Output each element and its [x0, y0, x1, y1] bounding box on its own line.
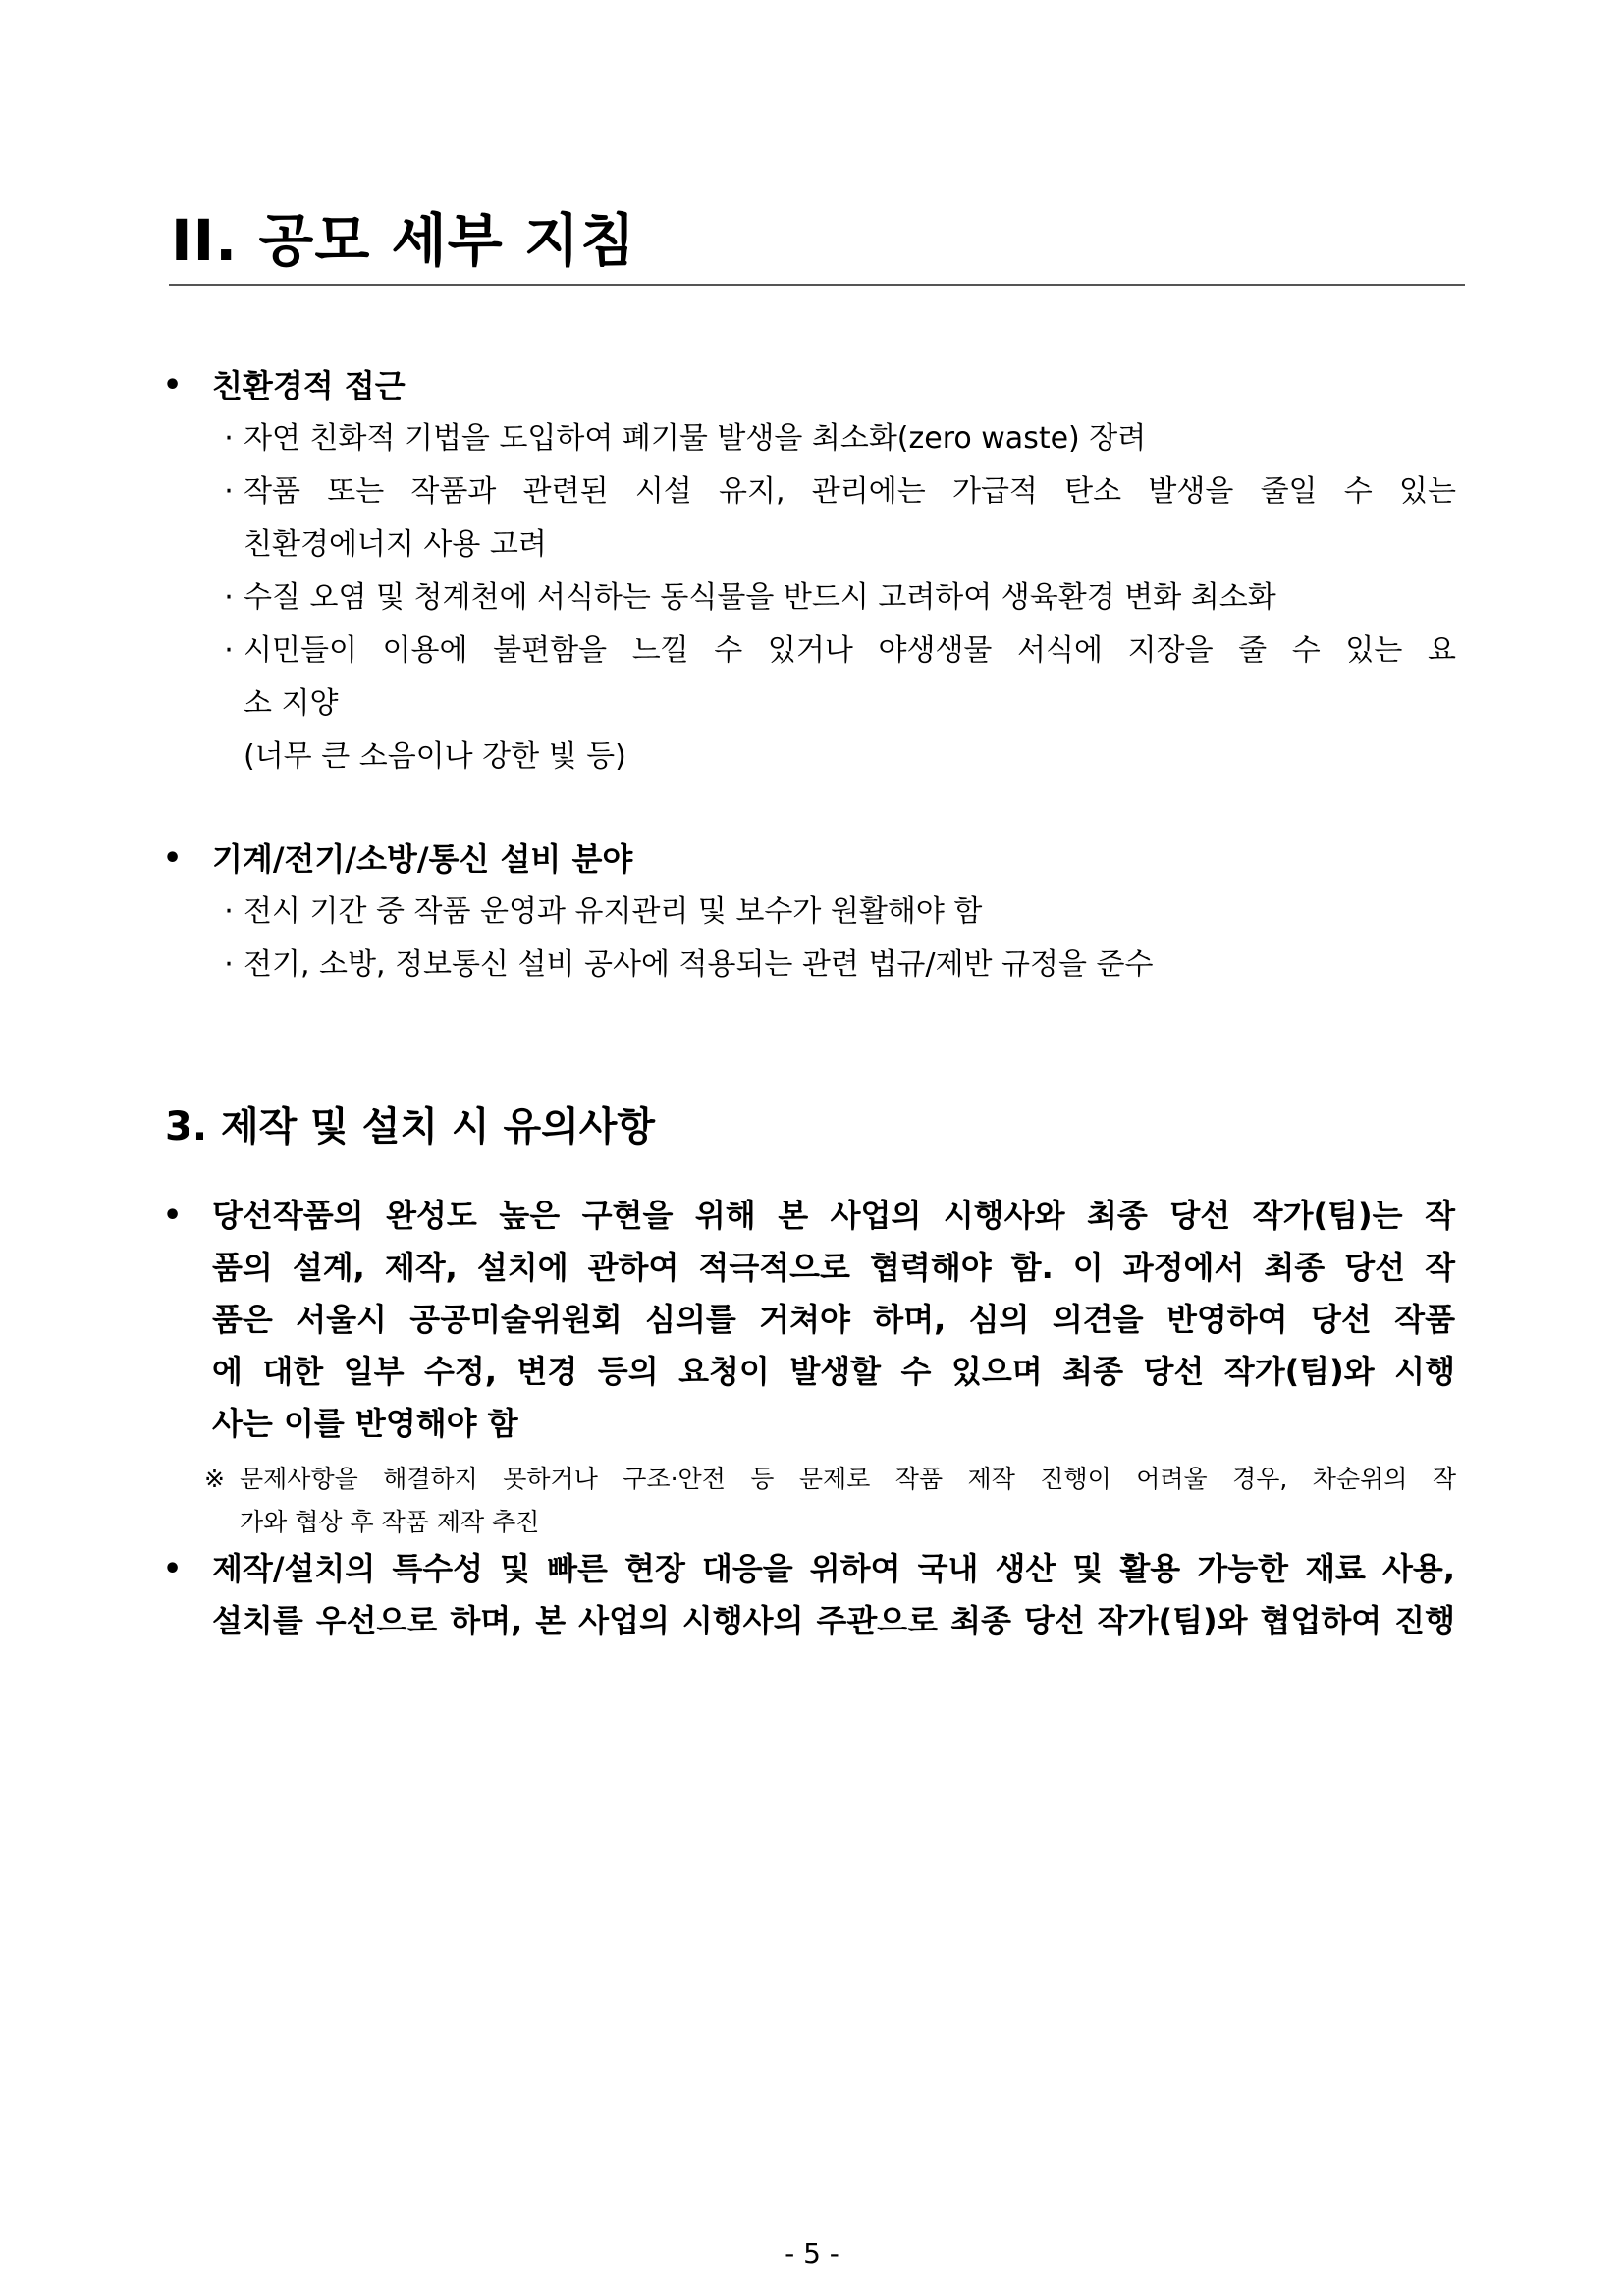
- bullet-heading-text: 친환경적 접근: [212, 367, 406, 404]
- reference-mark-icon: ※: [204, 1465, 225, 1493]
- bullet-heading-eco: [0, 359, 1624, 412]
- page-number: - 5 -: [785, 2237, 839, 2269]
- bullet-icon: •: [163, 1199, 183, 1233]
- bullet-heading-text: 기계/전기/소방/통신 설비 분야: [212, 840, 633, 878]
- list-item-text: 작품 또는 작품과 관련된 시설 유지, 관리에는 가급적 탄소 발생을 줄일 수 있는: [244, 474, 1456, 508]
- page-title: II. 공모 세부 지침: [171, 207, 636, 274]
- paragraph-body: [212, 1190, 1455, 1450]
- sub-bullet-icon: ·: [224, 580, 234, 614]
- paragraph-line: 품은 서울시 공공미술위원회 심의를 거쳐야 하며, 심의 의견을 반영하여 당선 작품: [212, 1301, 1455, 1338]
- list-item-text: 전기, 소방, 정보통신 설비 공사에 적용되는 관련 법규/제반 규정을 준수: [244, 947, 1154, 982]
- note-line: 문제사항을 해결하지 못하거나 구조·안전 등 문제로 작품 제작 진행이 어려울 경우, 차순위의 작: [240, 1465, 1456, 1493]
- sub-bullet-icon: ·: [224, 894, 234, 929]
- list-item-text: 수질 오염 및 청계천에 서식하는 동식물을 반드시 고려하여 생육환경 변화 최소화: [244, 580, 1276, 614]
- paragraph-body: [212, 1543, 1455, 1647]
- list-item: [214, 624, 1456, 783]
- list-item: [214, 571, 1456, 624]
- sub-bullet-icon: ·: [224, 947, 234, 982]
- list-item: [214, 465, 1456, 571]
- paragraph-line: 에 대한 일부 수정, 변경 등의 요청이 발생할 수 있으며 최종 당선 작가(팀)와 시행: [212, 1353, 1455, 1390]
- paragraph-line: 당선작품의 완성도 높은 구현을 위해 본 사업의 시행사와 최종 당선 작가(팀)는 작: [212, 1197, 1455, 1234]
- list-item: [214, 885, 1456, 938]
- sub-bullet-icon: ·: [224, 421, 234, 455]
- bullet-icon: •: [163, 841, 183, 876]
- paragraph-line: 사는 이를 반영해야 함: [212, 1405, 518, 1442]
- list-item-text: 시민들이 이용에 불편함을 느낄 수 있거나 야생생물 서식에 지장을 줄 수 있는 요: [244, 633, 1456, 667]
- list-item: [214, 938, 1456, 991]
- bullet-heading-facilities: [0, 832, 1624, 885]
- list-item-text: 자연 친화적 기법을 도입하여 폐기물 발생을 최소화(zero waste) 장려: [244, 421, 1147, 455]
- bullet-icon: •: [163, 368, 183, 402]
- section-heading: 3. 제작 및 설치 시 유의사항: [165, 1104, 656, 1149]
- paragraph-line: 품의 설계, 제작, 설치에 관하여 적극적으로 협력해야 함. 이 과정에서 최종 당선 작: [212, 1249, 1455, 1286]
- reference-note: [204, 1458, 1456, 1544]
- list-item-text: (너무 큰 소음이나 강한 빛 등): [244, 739, 626, 774]
- list-item: [214, 412, 1456, 465]
- bullet-icon: •: [163, 1552, 183, 1586]
- list-item-text: 소 지양: [244, 686, 339, 721]
- title-divider: [169, 284, 1465, 286]
- note-line: 가와 협상 후 작품 제작 추진: [240, 1508, 540, 1536]
- paragraph-line: 제작/설치의 특수성 및 빠른 현장 대응을 위하여 국내 생산 및 활용 가능한 재료 사용,: [212, 1550, 1455, 1587]
- list-item-text: 친환경에너지 사용 고려: [244, 527, 547, 561]
- sub-bullet-icon: ·: [224, 474, 234, 508]
- sub-bullet-icon: ·: [224, 633, 234, 667]
- list-item-text: 전시 기간 중 작품 운영과 유지관리 및 보수가 원활해야 함: [244, 894, 983, 929]
- paragraph-line: 설치를 우선으로 하며, 본 사업의 시행사의 주관으로 최종 당선 작가(팀)와 협업하여 진행: [212, 1602, 1455, 1639]
